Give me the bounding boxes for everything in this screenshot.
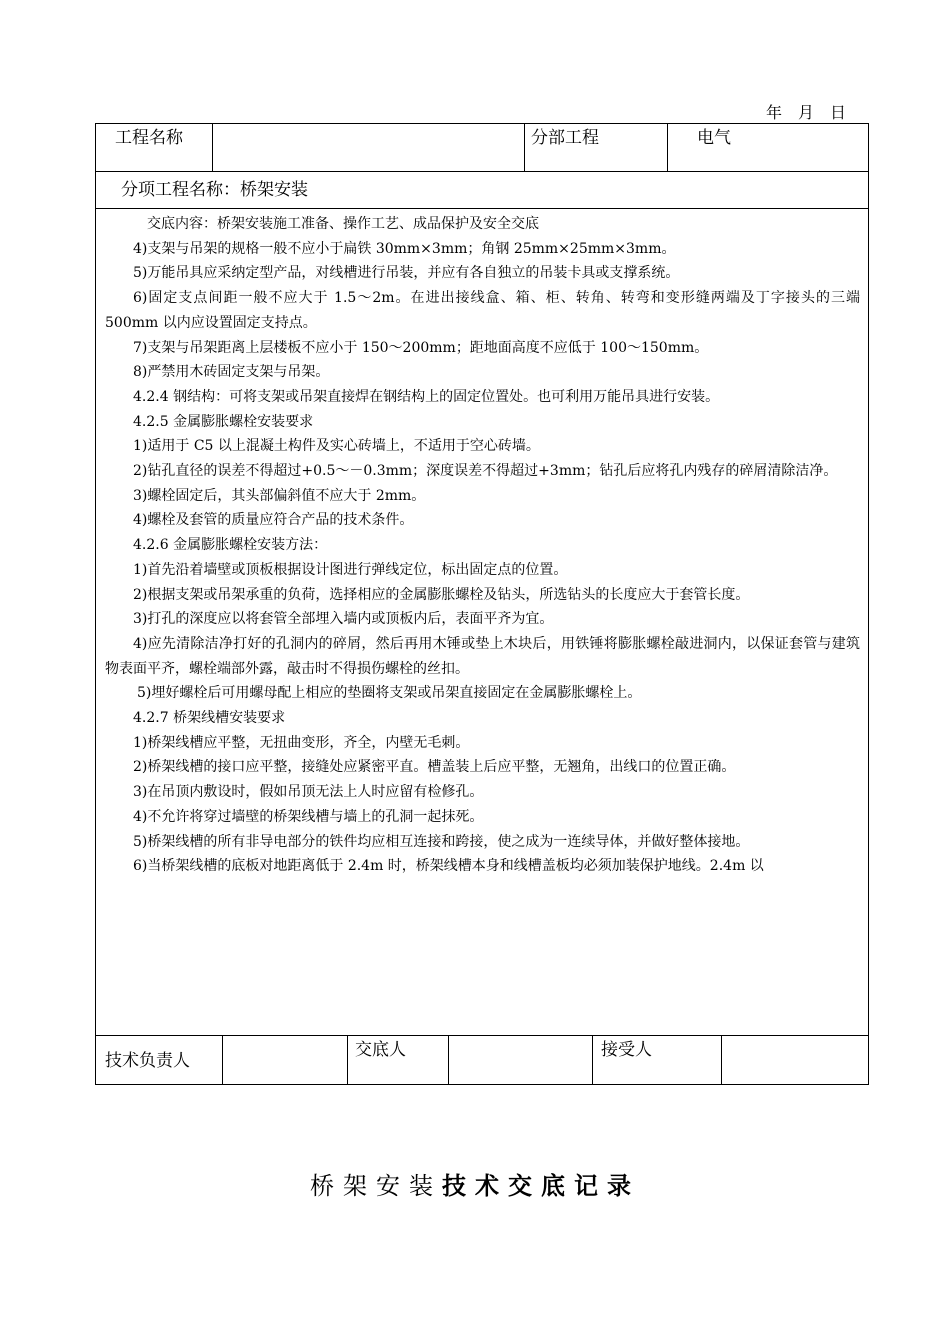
row-divider bbox=[96, 171, 868, 172]
col-divider bbox=[667, 124, 668, 171]
content-paragraph: 4)支架与吊架的规格一般不应小于扁铁 30mm×3mm；角钢 25mm×25mm×3mm。 bbox=[133, 240, 676, 257]
content-paragraph: 4.2.7 桥架线槽安装要求 bbox=[133, 710, 286, 727]
content-paragraph: 5)万能吊具应采纳定型产品，对线槽进行吊装，并应有各自独立的吊装卡具或支撑系统。 bbox=[133, 265, 680, 282]
disclosure-table bbox=[95, 123, 869, 1085]
document-title bbox=[0, 1166, 950, 1201]
tech-lead-label: 技术负责人 bbox=[105, 1051, 190, 1071]
col-divider bbox=[721, 1035, 722, 1085]
col-divider bbox=[347, 1035, 348, 1085]
content-paragraph: 4)应先清除洁净打好的孔洞内的碎屑，然后再用木锤或垫上木块后，用铁锤将膨胀螺栓敲进洞内，以保证套管与建筑物表面平齐，螺栓端部外露，敲击时不得损伤螺栓的丝扣。 bbox=[105, 635, 860, 677]
content-paragraph: 1)首先沿着墙壁或顶板根据设计图进行弹线定位，标出固定点的位置。 bbox=[133, 561, 568, 578]
document-title-part1: 桥架安装 bbox=[310, 1172, 442, 1200]
col-divider bbox=[448, 1035, 449, 1085]
division-label: 分部工程 bbox=[531, 128, 599, 148]
content-paragraph: 2)钻孔直径的误差不得超过+0.5～－0.3mm；深度误差不得超过+3mm；钻孔后应将孔内残存的碎屑清除洁净。 bbox=[133, 463, 838, 480]
disclosed-by-label: 交底人 bbox=[355, 1040, 406, 1060]
content-paragraph: 4.2.5 金属膨胀螺栓安装要求 bbox=[133, 413, 314, 430]
col-divider bbox=[524, 124, 525, 171]
content-paragraph: 4)不允许将穿过墙壁的桥架线槽与墙上的孔洞一起抹死。 bbox=[133, 808, 484, 825]
date-line: 年 月 日 bbox=[765, 103, 846, 122]
division-value: 电气 bbox=[697, 128, 731, 148]
row-divider bbox=[96, 1035, 868, 1036]
content-paragraph: 1)适用于 C5 以上混凝土构件及实心砖墙上，不适用于空心砖墙。 bbox=[133, 438, 540, 455]
col-divider bbox=[592, 1035, 593, 1085]
row-divider bbox=[96, 208, 868, 209]
content-paragraph: 6)当桥架线槽的底板对地距离低于 2.4m 时，桥架线槽本身和线槽盖板均必须加装保护地线。2.4m 以 bbox=[133, 858, 764, 875]
content-paragraph: 1)桥架线槽应平整，无扭曲变形，齐全，内壁无毛刺。 bbox=[133, 734, 470, 751]
project-name-label: 工程名称 bbox=[115, 128, 183, 148]
content-paragraph: 7)支架与吊架距离上层楼板不应小于 150～200mm；距地面高度不应低于 100～150mm。 bbox=[133, 339, 709, 356]
disclosure-content bbox=[105, 212, 860, 879]
content-paragraph: 3)在吊顶内敷设时，假如吊顶无法上人时应留有检修孔。 bbox=[133, 784, 484, 801]
content-paragraph: 2)桥架线槽的接口应平整，接缝处应紧密平直。槽盖装上后应平整，无翘角，出线口的位置正确。 bbox=[133, 759, 736, 776]
content-paragraph: 6)固定支点间距一般不应大于 1.5～2m。在进出接线盒、箱、柜、转角、转弯和变形缝两端及丁字接头的三端 500mm 以内应设置固定支持点。 bbox=[105, 290, 860, 331]
content-intro: 交底内容：桥架安装施工准备、操作工艺、成品保护及安全交底 bbox=[147, 216, 539, 232]
content-paragraph: 4)螺栓及套管的质量应符合产品的技术条件。 bbox=[133, 512, 414, 529]
col-divider bbox=[222, 1035, 223, 1085]
content-paragraph: 5)埋好螺栓后可用螺母配上相应的垫圈将支架或吊架直接固定在金属膨胀螺栓上。 bbox=[137, 685, 642, 702]
content-paragraph: 4.2.6 金属膨胀螺栓安装方法： bbox=[133, 537, 328, 554]
col-divider bbox=[212, 124, 213, 171]
content-paragraph: 5)桥架线槽的所有非导电部分的铁件均应相互连接和跨接，使之成为一连续导体，并做好整体接地。 bbox=[133, 833, 750, 850]
content-paragraph: 2)根据支架或吊架承重的负荷，选择相应的金属膨胀螺栓及钻头，所选钻头的长度应大于套管长度。 bbox=[133, 586, 750, 603]
content-paragraph: 3)打孔的深度应以将套管全部埋入墙内或顶板内后，表面平齐为宜。 bbox=[133, 611, 554, 628]
content-paragraph: 4.2.4 钢结构：可将支架或吊架直接焊在钢结构上的固定位置处。也可利用万能吊具进行安装。 bbox=[133, 388, 720, 405]
content-paragraph: 3)螺栓固定后，其头部偏斜值不应大于 2mm。 bbox=[133, 487, 426, 504]
subitem-name-label: 分项工程名称：桥架安装 bbox=[121, 180, 308, 200]
received-by-label: 接受人 bbox=[601, 1040, 652, 1060]
content-paragraph: 8)严禁用木砖固定支架与吊架。 bbox=[133, 364, 330, 381]
document-title-part2: 技术交底记录 bbox=[442, 1171, 640, 1200]
